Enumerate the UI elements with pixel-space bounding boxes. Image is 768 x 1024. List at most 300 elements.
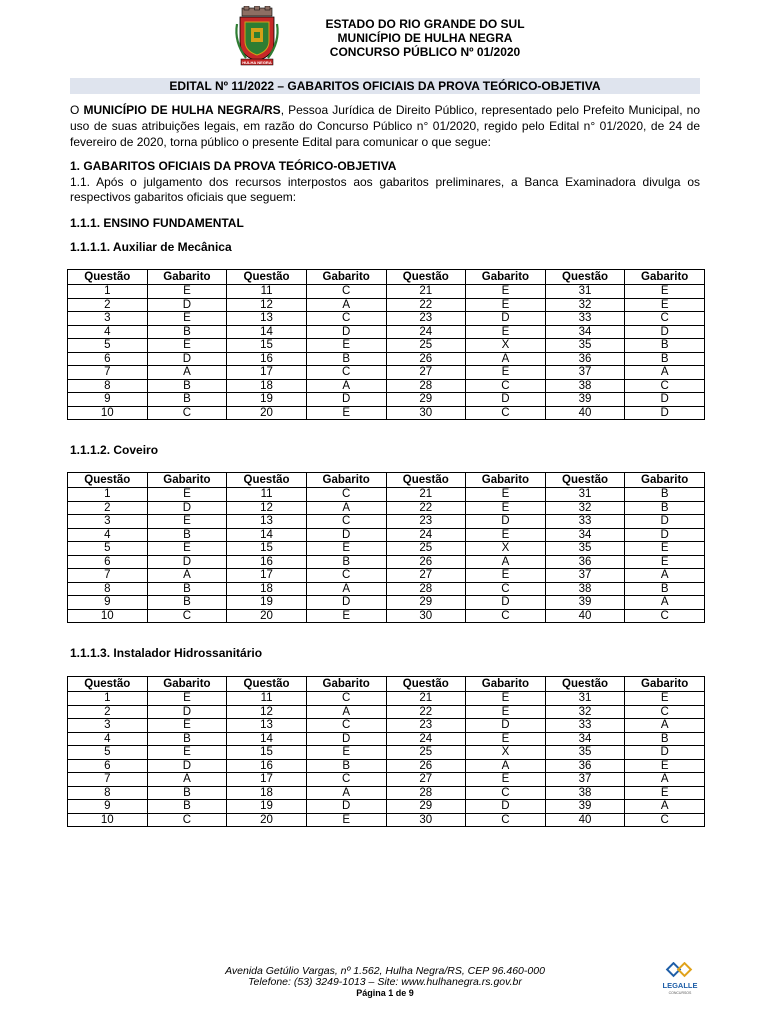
question-number: 38 — [545, 379, 625, 393]
question-number: 1 — [68, 488, 148, 502]
answer-letter: D — [147, 501, 227, 515]
question-number: 7 — [68, 773, 148, 787]
question-number: 34 — [545, 325, 625, 339]
answer-letter: D — [625, 746, 705, 760]
answer-letter: D — [625, 325, 705, 339]
answer-letter: B — [147, 732, 227, 746]
question-number: 21 — [386, 488, 466, 502]
answer-letter: A — [466, 352, 546, 366]
answer-letter: B — [147, 786, 227, 800]
answer-letter: A — [466, 759, 546, 773]
answer-letter: D — [306, 732, 386, 746]
answer-letter: A — [625, 366, 705, 380]
question-number: 8 — [68, 379, 148, 393]
question-number: 5 — [68, 339, 148, 353]
question-number: 8 — [68, 582, 148, 596]
answer-letter: D — [147, 352, 227, 366]
question-number: 19 — [227, 596, 307, 610]
question-number: 23 — [386, 719, 466, 733]
question-number: 7 — [68, 569, 148, 583]
header-answer: Gabarito — [625, 270, 705, 285]
question-number: 13 — [227, 515, 307, 529]
question-number: 5 — [68, 746, 148, 760]
table-row — [68, 813, 705, 827]
answer-letter: A — [625, 569, 705, 583]
question-number: 15 — [227, 542, 307, 556]
logo-text: LEGALLE — [662, 981, 698, 990]
answer-letter: C — [625, 312, 705, 326]
question-number: 33 — [545, 515, 625, 529]
header-question: Questão — [68, 270, 148, 285]
table-row — [68, 773, 705, 787]
question-number: 10 — [68, 813, 148, 827]
answer-letter: X — [466, 542, 546, 556]
table-row — [68, 285, 705, 299]
question-number: 35 — [545, 542, 625, 556]
question-number: 11 — [227, 692, 307, 706]
table-row — [68, 501, 705, 515]
answer-letter: C — [306, 569, 386, 583]
answer-letter: B — [306, 555, 386, 569]
header-question: Questão — [386, 677, 466, 692]
question-number: 26 — [386, 555, 466, 569]
answer-letter: D — [306, 596, 386, 610]
page-footer — [200, 966, 570, 999]
municipal-crest-icon — [232, 6, 282, 68]
question-number: 27 — [386, 773, 466, 787]
answer-letter: A — [147, 773, 227, 787]
answer-letter: D — [306, 800, 386, 814]
question-number: 40 — [545, 813, 625, 827]
question-number: 29 — [386, 596, 466, 610]
answer-letter: E — [306, 813, 386, 827]
answer-letter: E — [147, 285, 227, 299]
answer-letter: D — [466, 596, 546, 610]
question-number: 23 — [386, 515, 466, 529]
answer-letter: E — [625, 555, 705, 569]
answer-letter: E — [466, 692, 546, 706]
question-number: 32 — [545, 501, 625, 515]
question-number: 38 — [545, 786, 625, 800]
question-number: 25 — [386, 542, 466, 556]
question-number: 37 — [545, 569, 625, 583]
answer-letter: E — [147, 719, 227, 733]
answer-letter: E — [147, 746, 227, 760]
question-number: 37 — [545, 366, 625, 380]
header-contest: CONCURSO PÚBLICO Nº 01/2020 — [329, 45, 521, 59]
question-number: 4 — [68, 528, 148, 542]
question-number: 31 — [545, 285, 625, 299]
answer-letter: C — [306, 515, 386, 529]
question-number: 20 — [227, 609, 307, 623]
answer-letter: D — [306, 528, 386, 542]
header-answer: Gabarito — [625, 677, 705, 692]
table-row — [68, 339, 705, 353]
section-1-title: 1. GABARITOS OFICIAIS DA PROVA TEÓRICO-OBJETIVA — [70, 159, 397, 173]
table-row — [68, 692, 705, 706]
question-number: 9 — [68, 800, 148, 814]
question-number: 6 — [68, 352, 148, 366]
table-header-row — [68, 270, 705, 285]
answer-letter: C — [466, 609, 546, 623]
section-1-text: 1.1. Após o julgamento dos recursos interpostos aos gabaritos preliminares, a Banca Examinadora divulga os respectivos gabaritos oficiais que seguem: — [70, 175, 700, 204]
answer-letter: C — [306, 773, 386, 787]
table-row — [68, 542, 705, 556]
table-row — [68, 352, 705, 366]
header-state: ESTADO DO RIO GRANDE DO SUL — [325, 17, 525, 31]
answer-letter: A — [625, 800, 705, 814]
answer-letter: D — [466, 515, 546, 529]
answer-letter: A — [306, 582, 386, 596]
question-number: 35 — [545, 746, 625, 760]
answer-letter: B — [147, 800, 227, 814]
question-number: 2 — [68, 298, 148, 312]
answer-letter: E — [466, 366, 546, 380]
question-number: 34 — [545, 732, 625, 746]
answer-letter: D — [625, 515, 705, 529]
answer-letter: B — [625, 339, 705, 353]
question-number: 22 — [386, 705, 466, 719]
answer-letter: C — [625, 379, 705, 393]
answer-letter: B — [625, 501, 705, 515]
question-number: 30 — [386, 609, 466, 623]
question-number: 10 — [68, 609, 148, 623]
table-row — [68, 298, 705, 312]
footer-contact: Telefone: (53) 3249-1013 – Site: www.hulhanegra.rs.gov.br — [248, 976, 522, 988]
question-number: 13 — [227, 312, 307, 326]
table-row — [68, 609, 705, 623]
question-number: 36 — [545, 759, 625, 773]
answer-letter: A — [306, 298, 386, 312]
answer-letter: B — [147, 393, 227, 407]
question-number: 39 — [545, 800, 625, 814]
answer-letter: A — [147, 569, 227, 583]
header-answer: Gabarito — [306, 270, 386, 285]
table-row — [68, 325, 705, 339]
header-question: Questão — [227, 677, 307, 692]
table-row — [68, 312, 705, 326]
table-row — [68, 569, 705, 583]
table-row — [68, 488, 705, 502]
header-municipality: MUNICÍPIO DE HULHA NEGRA — [337, 31, 513, 45]
answer-letter: D — [625, 528, 705, 542]
question-number: 17 — [227, 569, 307, 583]
question-number: 36 — [545, 352, 625, 366]
intro-paragraph — [70, 102, 700, 150]
answer-letter: E — [466, 569, 546, 583]
answer-letter: A — [466, 555, 546, 569]
question-number: 26 — [386, 759, 466, 773]
answer-letter: C — [466, 582, 546, 596]
answer-letter: E — [625, 298, 705, 312]
question-number: 21 — [386, 285, 466, 299]
header-question: Questão — [545, 270, 625, 285]
section-ensino-fundamental-title: 1.1.1. ENSINO FUNDAMENTAL — [70, 216, 244, 230]
table-header-row — [68, 677, 705, 692]
table-row — [68, 800, 705, 814]
footer-address: Avenida Getúlio Vargas, nº 1.562, Hulha Negra/RS, CEP 96.460-000 — [225, 965, 545, 977]
answer-letter: C — [625, 813, 705, 827]
header-answer: Gabarito — [625, 473, 705, 488]
header-question: Questão — [227, 270, 307, 285]
answer-letter: C — [306, 719, 386, 733]
question-number: 21 — [386, 692, 466, 706]
question-number: 25 — [386, 339, 466, 353]
question-number: 35 — [545, 339, 625, 353]
question-number: 27 — [386, 569, 466, 583]
answer-letter: E — [147, 542, 227, 556]
table-row — [68, 705, 705, 719]
answer-letter: A — [147, 366, 227, 380]
header-answer: Gabarito — [306, 677, 386, 692]
table-row — [68, 732, 705, 746]
question-number: 27 — [386, 366, 466, 380]
answer-letter: C — [466, 379, 546, 393]
header-answer: Gabarito — [466, 677, 546, 692]
question-number: 7 — [68, 366, 148, 380]
question-number: 34 — [545, 528, 625, 542]
question-number: 12 — [227, 501, 307, 515]
question-number: 18 — [227, 379, 307, 393]
question-number: 39 — [545, 393, 625, 407]
table-row — [68, 515, 705, 529]
answer-letter: A — [625, 596, 705, 610]
question-number: 3 — [68, 515, 148, 529]
question-number: 31 — [545, 488, 625, 502]
question-number: 3 — [68, 719, 148, 733]
answer-letter: E — [306, 542, 386, 556]
table-title: 1.1.1.2. Coveiro — [70, 443, 159, 457]
question-number: 17 — [227, 773, 307, 787]
question-number: 2 — [68, 705, 148, 719]
table-row — [68, 406, 705, 420]
answer-letter: D — [306, 393, 386, 407]
answer-letter: C — [306, 366, 386, 380]
answer-letter: E — [466, 528, 546, 542]
table-row — [68, 393, 705, 407]
question-number: 1 — [68, 285, 148, 299]
question-number: 15 — [227, 746, 307, 760]
question-number: 40 — [545, 609, 625, 623]
header-question: Questão — [227, 473, 307, 488]
question-number: 28 — [386, 786, 466, 800]
question-number: 16 — [227, 555, 307, 569]
table-row — [68, 528, 705, 542]
answer-letter: C — [147, 609, 227, 623]
answer-letter: D — [147, 705, 227, 719]
answer-letter: D — [147, 759, 227, 773]
question-number: 29 — [386, 800, 466, 814]
logo-subtext: CONCURSOS — [668, 991, 692, 995]
table-row — [68, 759, 705, 773]
question-number: 33 — [545, 312, 625, 326]
header-answer: Gabarito — [147, 677, 227, 692]
table-row — [68, 596, 705, 610]
intro-municipality: MUNICÍPIO DE HULHA NEGRA/RS — [83, 103, 281, 117]
answer-letter: E — [466, 488, 546, 502]
table-row — [68, 719, 705, 733]
answer-letter: X — [466, 339, 546, 353]
document-header — [290, 17, 560, 59]
page-number: Página 1 de 9 — [356, 988, 414, 998]
answer-letter: E — [466, 298, 546, 312]
answer-letter: A — [306, 501, 386, 515]
answer-letter: E — [625, 692, 705, 706]
question-number: 28 — [386, 582, 466, 596]
answer-letter: B — [147, 582, 227, 596]
answer-letter: D — [147, 298, 227, 312]
answer-letter: C — [466, 786, 546, 800]
answer-letter: C — [306, 312, 386, 326]
question-number: 1 — [68, 692, 148, 706]
question-number: 17 — [227, 366, 307, 380]
question-number: 3 — [68, 312, 148, 326]
answer-letter: E — [147, 692, 227, 706]
answer-letter: C — [147, 406, 227, 420]
table-row — [68, 786, 705, 800]
header-question: Questão — [545, 677, 625, 692]
header-answer: Gabarito — [147, 473, 227, 488]
header-question: Questão — [68, 473, 148, 488]
question-number: 19 — [227, 800, 307, 814]
question-number: 25 — [386, 746, 466, 760]
answer-letter: B — [147, 596, 227, 610]
question-number: 12 — [227, 298, 307, 312]
answer-key-table — [67, 676, 705, 827]
intro-rest: , Pessoa Jurídica de Direito Público, representado pelo Prefeito Municipal, no uso de suas atribuições legais, em razão do Concurso Público n° 01/2020, regido pelo Edital n° 01/2020, de 24 de fevereiro de 2020, torna público o presente Edital para comunicar o que segue: — [70, 103, 701, 149]
table-row — [68, 366, 705, 380]
question-number: 40 — [545, 406, 625, 420]
answer-letter: E — [306, 746, 386, 760]
header-answer: Gabarito — [147, 270, 227, 285]
question-number: 14 — [227, 325, 307, 339]
answer-letter: D — [466, 800, 546, 814]
answer-letter: C — [147, 813, 227, 827]
answer-letter: C — [306, 488, 386, 502]
answer-letter: C — [306, 285, 386, 299]
answer-letter: B — [306, 352, 386, 366]
answer-letter: A — [306, 705, 386, 719]
answer-key-table — [67, 472, 705, 623]
answer-letter: E — [306, 609, 386, 623]
question-number: 32 — [545, 298, 625, 312]
answer-letter: D — [625, 406, 705, 420]
question-number: 8 — [68, 786, 148, 800]
question-number: 22 — [386, 298, 466, 312]
answer-key-table — [67, 269, 705, 420]
legalle-logo-icon — [660, 962, 700, 998]
answer-letter: B — [625, 488, 705, 502]
question-number: 15 — [227, 339, 307, 353]
answer-letter: E — [466, 705, 546, 719]
answer-letter: E — [625, 786, 705, 800]
answer-letter: B — [306, 759, 386, 773]
question-number: 24 — [386, 732, 466, 746]
edital-title: EDITAL Nº 11/2022 – GABARITOS OFICIAIS DA PROVA TEÓRICO-OBJETIVA — [70, 78, 700, 94]
answer-letter: A — [306, 379, 386, 393]
table-row — [68, 582, 705, 596]
header-question: Questão — [545, 473, 625, 488]
answer-letter: E — [147, 515, 227, 529]
answer-letter: E — [625, 542, 705, 556]
question-number: 16 — [227, 759, 307, 773]
table-row — [68, 555, 705, 569]
question-number: 26 — [386, 352, 466, 366]
answer-letter: D — [625, 393, 705, 407]
question-number: 9 — [68, 596, 148, 610]
question-number: 2 — [68, 501, 148, 515]
answer-letter: E — [147, 339, 227, 353]
answer-letter: B — [625, 732, 705, 746]
answer-letter: E — [466, 773, 546, 787]
answer-letter: E — [466, 732, 546, 746]
question-number: 12 — [227, 705, 307, 719]
question-number: 23 — [386, 312, 466, 326]
answer-letter: E — [466, 501, 546, 515]
question-number: 39 — [545, 596, 625, 610]
question-number: 14 — [227, 732, 307, 746]
question-number: 16 — [227, 352, 307, 366]
answer-letter: D — [466, 719, 546, 733]
answer-letter: B — [147, 528, 227, 542]
answer-letter: B — [147, 379, 227, 393]
question-number: 10 — [68, 406, 148, 420]
crest-ribbon-text: HULHA NEGRA — [242, 59, 272, 65]
answer-letter: B — [625, 582, 705, 596]
answer-letter: E — [625, 759, 705, 773]
answer-letter: D — [306, 325, 386, 339]
answer-letter: E — [147, 312, 227, 326]
question-number: 36 — [545, 555, 625, 569]
table-header-row — [68, 473, 705, 488]
question-number: 13 — [227, 719, 307, 733]
answer-letter: D — [147, 555, 227, 569]
question-number: 30 — [386, 813, 466, 827]
question-number: 31 — [545, 692, 625, 706]
question-number: 38 — [545, 582, 625, 596]
question-number: 32 — [545, 705, 625, 719]
question-number: 30 — [386, 406, 466, 420]
answer-letter: C — [625, 705, 705, 719]
question-number: 20 — [227, 406, 307, 420]
answer-letter: B — [147, 325, 227, 339]
answer-letter: A — [625, 773, 705, 787]
answer-letter: B — [625, 352, 705, 366]
answer-letter: D — [466, 312, 546, 326]
answer-letter: E — [466, 325, 546, 339]
question-number: 6 — [68, 555, 148, 569]
answer-letter: E — [306, 339, 386, 353]
table-title: 1.1.1.1. Auxiliar de Mecânica — [70, 240, 232, 254]
header-question: Questão — [386, 473, 466, 488]
question-number: 18 — [227, 582, 307, 596]
answer-letter: C — [466, 406, 546, 420]
answer-letter: C — [306, 692, 386, 706]
table-title: 1.1.1.3. Instalador Hidrossanitário — [70, 646, 263, 660]
question-number: 14 — [227, 528, 307, 542]
question-number: 9 — [68, 393, 148, 407]
question-number: 24 — [386, 528, 466, 542]
header-question: Questão — [386, 270, 466, 285]
header-answer: Gabarito — [306, 473, 386, 488]
intro-lead: O — [70, 103, 84, 117]
answer-letter: E — [147, 488, 227, 502]
question-number: 4 — [68, 325, 148, 339]
table-row — [68, 746, 705, 760]
question-number: 37 — [545, 773, 625, 787]
table-row — [68, 379, 705, 393]
question-number: 29 — [386, 393, 466, 407]
